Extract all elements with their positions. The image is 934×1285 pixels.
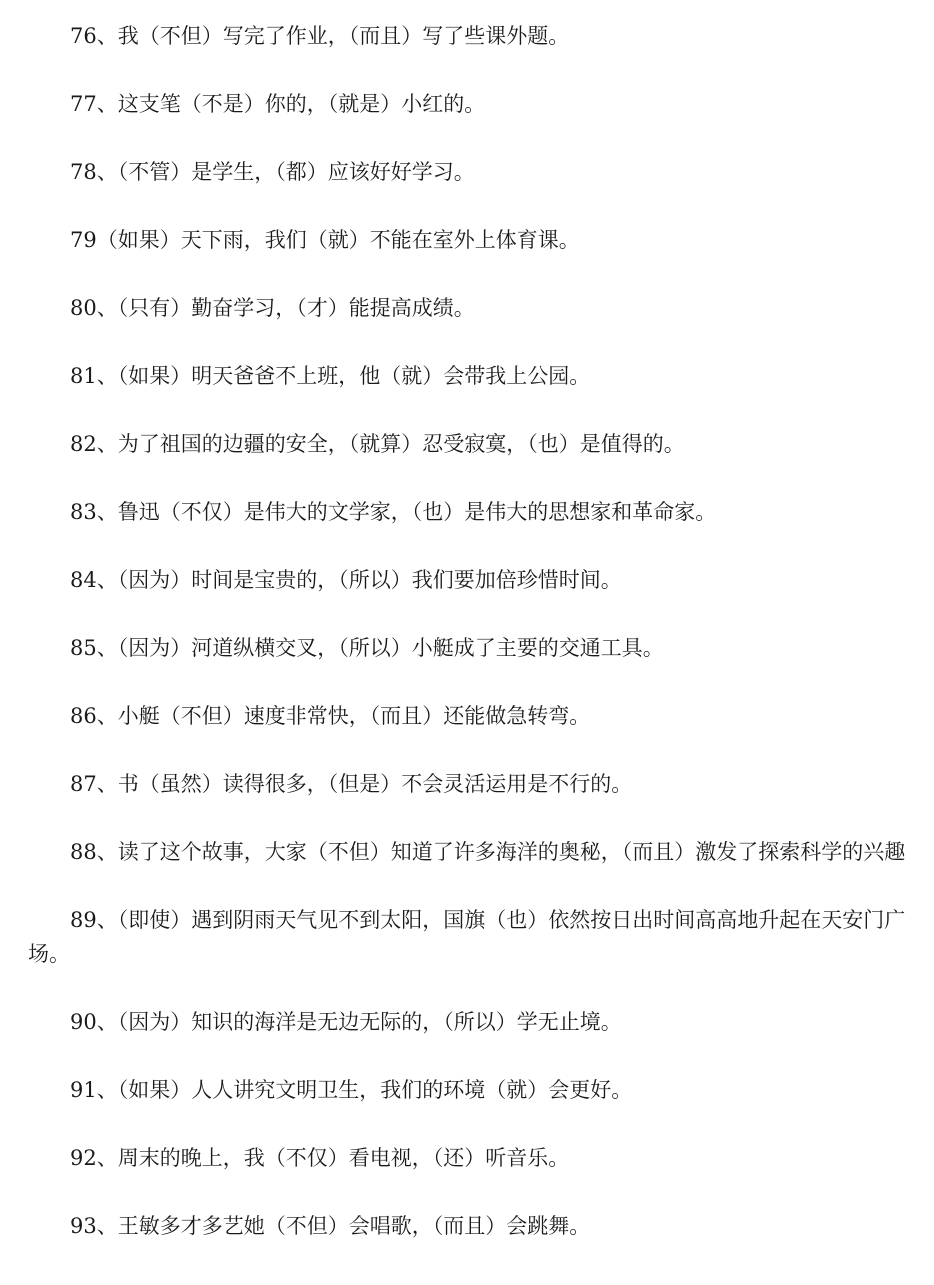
sentence-85: 85、（因为）河道纵横交叉，（所以）小艇成了主要的交通工具。 <box>70 636 664 660</box>
sentence-86: 86、小艇（不但）速度非常快，（而且）还能做急转弯。 <box>70 704 591 728</box>
sentence-80: 80、（只有）勤奋学习，（才）能提高成绩。 <box>70 296 475 320</box>
sentence-77: 77、这支笔（不是）你的，（就是）小红的。 <box>70 92 486 116</box>
sentence-89: 89、（即使）遇到阴雨天气见不到太阳，国旗（也）依然按日出时间高高地升起在天安门广场。 <box>28 908 906 966</box>
sentence-92: 92、周末的晚上，我（不仅）看电视，（还）听音乐。 <box>70 1146 570 1170</box>
sentence-82: 82、为了祖国的边疆的安全，（就算）忍受寂寞，（也）是值得的。 <box>70 432 685 456</box>
sentence-91: 91、（如果）人人讲究文明卫生，我们的环境（就）会更好。 <box>70 1078 633 1102</box>
sentence-78: 78、（不管）是学生，（都）应该好好学习。 <box>70 160 475 184</box>
sentence-84: 84、（因为）时间是宝贵的，（所以）我们要加倍珍惜时间。 <box>70 568 622 592</box>
sentence-88: 88、读了这个故事，大家（不但）知道了许多海洋的奥秘，（而且）激发了探索科学的兴趣 <box>70 840 906 864</box>
sentence-87: 87、书（虽然）读得很多，（但是）不会灵活运用是不行的。 <box>70 772 633 796</box>
sentence-81: 81、（如果）明天爸爸不上班，他（就）会带我上公园。 <box>70 364 591 388</box>
sentence-76: 76、我（不但）写完了作业，（而且）写了些课外题。 <box>70 24 570 48</box>
sentence-93: 93、王敏多才多艺她（不但）会唱歌，（而且）会跳舞。 <box>70 1214 591 1238</box>
sentence-79: 79（如果）天下雨，我们（就）不能在室外上体育课。 <box>70 228 580 252</box>
document-body <box>28 19 906 1277</box>
sentence-83: 83、鲁迅（不仅）是伟大的文学家，（也）是伟大的思想家和革命家。 <box>70 500 717 524</box>
sentence-90: 90、（因为）知识的海洋是无边无际的，（所以）学无止境。 <box>70 1010 622 1034</box>
